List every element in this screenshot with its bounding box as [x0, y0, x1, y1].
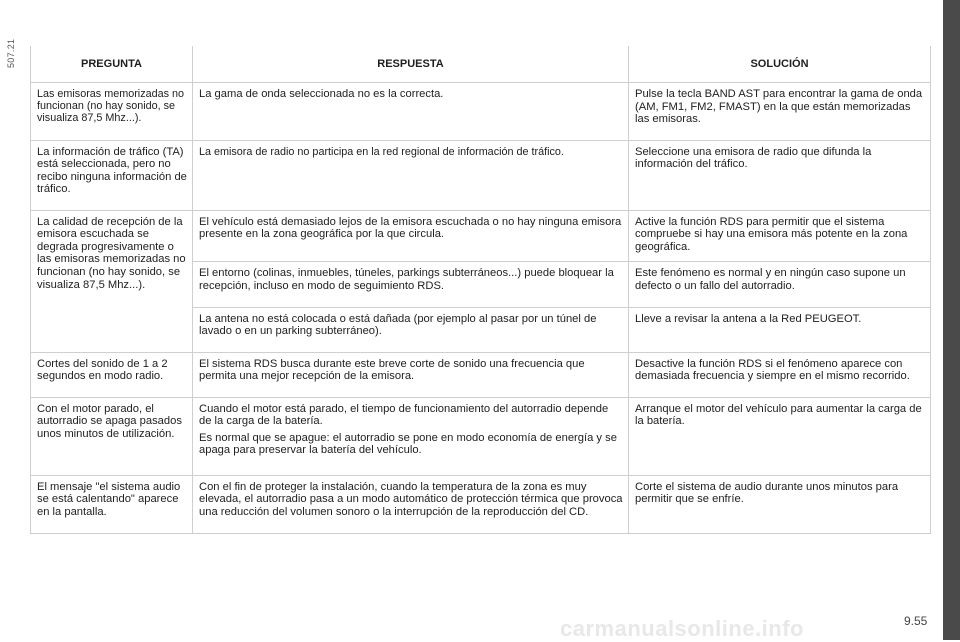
answer-cell: El entorno (colinas, inmuebles, túneles, parkings subterráneos...) puede bloquear la recepción, incluso en modo de seguimiento RDS. [193, 262, 629, 307]
solution-cell: Pulse la tecla BAND AST para encontrar la gama de onda (AM, FM1, FM2, FMAST) en la que están memorizadas las emisoras. [629, 83, 931, 141]
header-question: PREGUNTA [31, 46, 193, 83]
answer-cell: La emisora de radio no participa en la red regional de información de tráfico. [193, 140, 629, 210]
answer-cell: Con el fin de proteger la instalación, cuando la temperatura de la zona es muy elevada, el autorradio pasa a un modo automático de protección térmica que provoca una reducción del volumen sonoro o la interrupción de la reproducción del CD. [193, 475, 629, 533]
answer-cell: El sistema RDS busca durante este breve corte de sonido una frecuencia que permita una mejor recepción de la emisora. [193, 352, 629, 397]
answer-cell: La antena no está colocada o está dañada (por ejemplo al pasar por un túnel de lavado o en un parking subterráneo). [193, 307, 629, 352]
page-number: 9.55 [904, 614, 928, 628]
header-answer: RESPUESTA [193, 46, 629, 83]
question-cell: Cortes del sonido de 1 a 2 segundos en modo radio. [31, 352, 193, 397]
watermark-text: carmanualsonline.info [560, 616, 804, 641]
table-row [31, 352, 931, 397]
solution-cell: Desactive la función RDS si el fenómeno aparece con demasiada frecuencia y siempre en el mismo recorrido. [629, 352, 931, 397]
answer-cell: El vehículo está demasiado lejos de la emisora escuchada o no hay ninguna emisora presente en la zona geográfica por la que circula. [193, 210, 629, 262]
document-code: 507.21 [6, 38, 16, 68]
answer-paragraph: Es normal que se apague: el autorradio se pone en modo economía de energía y se apaga para preservar la batería del vehículo. [199, 431, 617, 457]
solution-cell: Active la función RDS para permitir que el sistema compruebe si hay una emisora más potente en la zona geográfica. [629, 210, 931, 262]
question-cell: El mensaje "el sistema audio se está calentando" aparece en la pantalla. [31, 475, 193, 533]
table-row [31, 140, 931, 210]
answer-cell [193, 397, 629, 475]
table-header-row [31, 46, 931, 83]
table-row [31, 475, 931, 533]
table-row [31, 397, 931, 475]
answer-paragraph: Cuando el motor está parado, el tiempo de funcionamiento del autorradio depende de la carga de la batería. [199, 402, 609, 428]
page-edge-bar [943, 0, 960, 640]
solution-cell: Seleccione una emisora de radio que difunda la información del tráfico. [629, 140, 931, 210]
question-cell: Las emisoras memorizadas no funcionan (no hay sonido, se visualiza 87,5 Mhz...). [31, 83, 193, 141]
table-row [31, 210, 931, 262]
solution-cell: Arranque el motor del vehículo para aumentar la carga de la batería. [629, 397, 931, 475]
troubleshooting-table [30, 46, 931, 534]
solution-cell: Corte el sistema de audio durante unos minutos para permitir que se enfríe. [629, 475, 931, 533]
answer-cell: La gama de onda seleccionada no es la correcta. [193, 83, 629, 141]
table-row [31, 83, 931, 141]
solution-cell: Este fenómeno es normal y en ningún caso supone un defecto o un fallo del autorradio. [629, 262, 931, 307]
question-cell: La calidad de recepción de la emisora escuchada se degrada progresivamente o las emisoras memorizadas no funcionan (no hay sonido, se visualiza 87,5 Mhz...). [31, 210, 193, 352]
header-solution: SOLUCIÓN [629, 46, 931, 83]
solution-cell: Lleve a revisar la antena a la Red PEUGEOT. [629, 307, 931, 352]
question-cell: La información de tráfico (TA) está seleccionada, pero no recibo ninguna información de tráfico. [31, 140, 193, 210]
question-cell: Con el motor parado, el autorradio se apaga pasados unos minutos de utilización. [31, 397, 193, 475]
